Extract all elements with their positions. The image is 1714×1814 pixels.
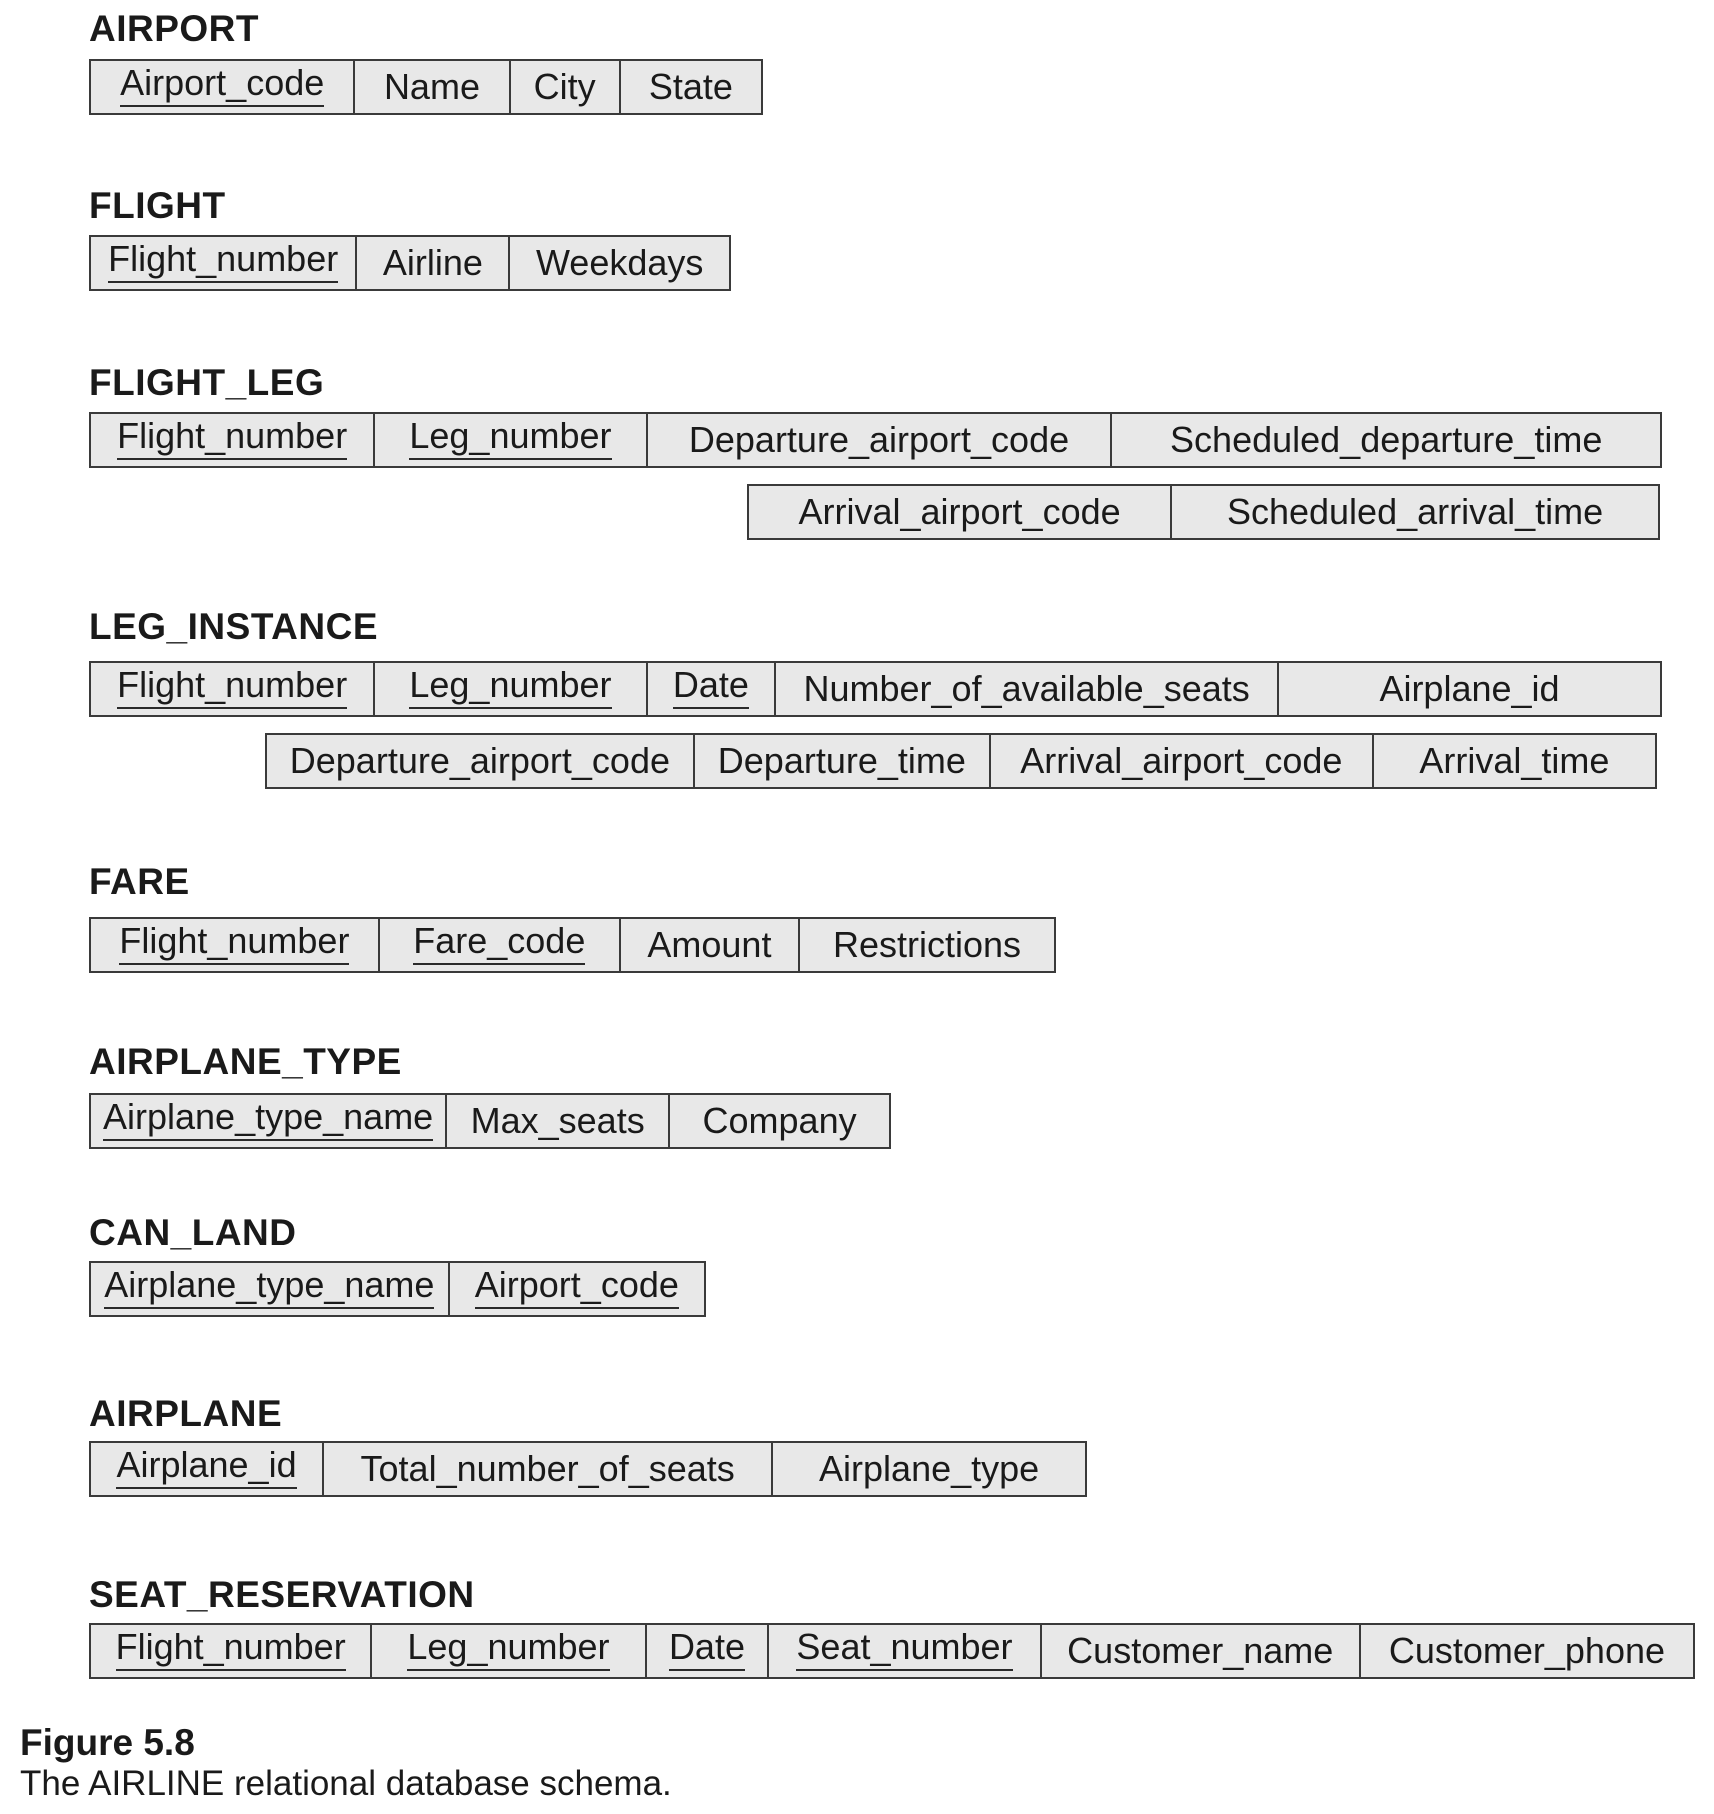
attribute-city xyxy=(511,61,621,113)
relation-title-seat-reservation: SEAT_RESERVATION xyxy=(89,1574,475,1615)
relation-title-airport: AIRPORT xyxy=(89,8,259,49)
attribute-airline xyxy=(357,237,510,289)
attribute-label: Name xyxy=(383,66,480,107)
relation-row-airplane xyxy=(89,1441,1087,1497)
attribute-seat-number-key xyxy=(769,1625,1041,1677)
attribute-label: Airplane_type_name xyxy=(103,1098,433,1141)
attribute-label: Flight_number xyxy=(116,1628,346,1671)
attribute-amount xyxy=(621,919,800,971)
attribute-label: State xyxy=(648,66,733,107)
attribute-leg-number-key xyxy=(375,663,647,715)
relation-title-fare: FARE xyxy=(89,861,190,902)
attribute-airplane-type-name-key xyxy=(91,1263,450,1315)
attribute-airplane-type xyxy=(773,1443,1085,1495)
attribute-label: Amount xyxy=(647,924,772,965)
attribute-max-seats xyxy=(447,1095,670,1147)
figure-title: Figure 5.8 xyxy=(20,1722,195,1763)
attribute-flight-number-key xyxy=(91,1625,372,1677)
attribute-leg-number-key xyxy=(372,1625,646,1677)
attribute-total-number-of-seats xyxy=(324,1443,773,1495)
relation-row-flight-leg xyxy=(89,412,1662,468)
relation-title-flight: FLIGHT xyxy=(89,185,226,226)
attribute-arrival-airport-code xyxy=(749,486,1172,538)
attribute-label: Weekdays xyxy=(535,242,704,283)
attribute-customer-phone xyxy=(1361,1625,1693,1677)
attribute-flight-number-key xyxy=(91,663,375,715)
attribute-label: Leg_number xyxy=(407,1628,609,1671)
attribute-airport-code-key xyxy=(450,1263,704,1315)
figure-caption: The AIRLINE relational database schema. xyxy=(20,1764,672,1803)
attribute-label: Date xyxy=(669,1628,745,1671)
attribute-label: Airport_code xyxy=(475,1266,679,1309)
attribute-arrival-airport-code xyxy=(991,735,1374,787)
attribute-airplane-id-key xyxy=(91,1443,324,1495)
attribute-label: Seat_number xyxy=(796,1628,1012,1671)
attribute-departure-time xyxy=(695,735,991,787)
attribute-label: Arrival_airport_code xyxy=(798,491,1121,532)
relation-row-flight-leg xyxy=(747,484,1660,540)
attribute-label: Total_number_of_seats xyxy=(360,1448,735,1489)
attribute-flight-number-key xyxy=(91,414,375,466)
attribute-scheduled-departure-time xyxy=(1112,414,1660,466)
attribute-airplane-type-name-key xyxy=(91,1095,447,1147)
relation-title-airplane-type: AIRPLANE_TYPE xyxy=(89,1041,402,1082)
attribute-leg-number-key xyxy=(375,414,647,466)
attribute-weekdays xyxy=(510,237,729,289)
attribute-label: Fare_code xyxy=(413,922,585,965)
attribute-label: Arrival_time xyxy=(1419,740,1610,781)
attribute-label: Max_seats xyxy=(470,1100,645,1141)
attribute-airport-code-key xyxy=(91,61,355,113)
attribute-label: Flight_number xyxy=(119,922,349,965)
attribute-label: Leg_number xyxy=(409,666,611,709)
attribute-label: Customer_name xyxy=(1067,1630,1334,1671)
relation-row-leg-instance xyxy=(89,661,1662,717)
attribute-date-key xyxy=(647,1625,770,1677)
relation-row-fare xyxy=(89,917,1056,973)
attribute-scheduled-arrival-time xyxy=(1172,486,1658,538)
attribute-name xyxy=(355,61,510,113)
relation-title-airplane: AIRPLANE xyxy=(89,1393,283,1434)
attribute-state xyxy=(621,61,761,113)
attribute-label: Flight_number xyxy=(117,417,347,460)
attribute-label: Leg_number xyxy=(409,417,611,460)
relation-row-airport xyxy=(89,59,763,115)
attribute-label: Scheduled_departure_time xyxy=(1170,419,1603,460)
attribute-arrival-time xyxy=(1374,735,1655,787)
relation-row-seat-reservation xyxy=(89,1623,1695,1679)
attribute-fare-code-key xyxy=(380,919,621,971)
attribute-label: Number_of_available_seats xyxy=(803,668,1250,709)
relation-title-flight-leg: FLIGHT_LEG xyxy=(89,362,325,403)
attribute-customer-name xyxy=(1042,1625,1361,1677)
attribute-label: Airline xyxy=(382,242,483,283)
relation-row-flight xyxy=(89,235,731,291)
attribute-label: Company xyxy=(702,1100,857,1141)
attribute-airplane-id xyxy=(1279,663,1660,715)
relation-title-can-land: CAN_LAND xyxy=(89,1212,297,1253)
attribute-label: Flight_number xyxy=(117,666,347,709)
attribute-label: Restrictions xyxy=(833,924,1022,965)
attribute-number-of-available-seats xyxy=(776,663,1279,715)
relation-title-leg-instance: LEG_INSTANCE xyxy=(89,606,379,647)
attribute-label: City xyxy=(533,66,596,107)
attribute-label: Scheduled_arrival_time xyxy=(1226,491,1604,532)
attribute-departure-airport-code xyxy=(267,735,695,787)
attribute-label: Departure_time xyxy=(717,740,966,781)
attribute-company xyxy=(670,1095,889,1147)
attribute-label: Airplane_type_name xyxy=(104,1266,434,1309)
relation-row-leg-instance xyxy=(265,733,1657,789)
attribute-departure-airport-code xyxy=(648,414,1113,466)
attribute-label: Airplane_id xyxy=(1379,668,1560,709)
attribute-restrictions xyxy=(800,919,1054,971)
attribute-label: Date xyxy=(673,666,749,709)
relation-row-can-land xyxy=(89,1261,706,1317)
attribute-label: Customer_phone xyxy=(1388,1630,1666,1671)
attribute-label: Flight_number xyxy=(108,240,338,283)
attribute-label: Airplane_id xyxy=(116,1446,296,1489)
attribute-label: Arrival_airport_code xyxy=(1020,740,1343,781)
attribute-label: Departure_airport_code xyxy=(688,419,1070,460)
attribute-flight-number-key xyxy=(91,237,357,289)
attribute-label: Departure_airport_code xyxy=(289,740,670,781)
attribute-label: Airport_code xyxy=(120,64,324,107)
attribute-flight-number-key xyxy=(91,919,380,971)
attribute-label: Airplane_type xyxy=(819,1448,1040,1489)
attribute-date-key xyxy=(648,663,777,715)
relation-row-airplane-type xyxy=(89,1093,891,1149)
